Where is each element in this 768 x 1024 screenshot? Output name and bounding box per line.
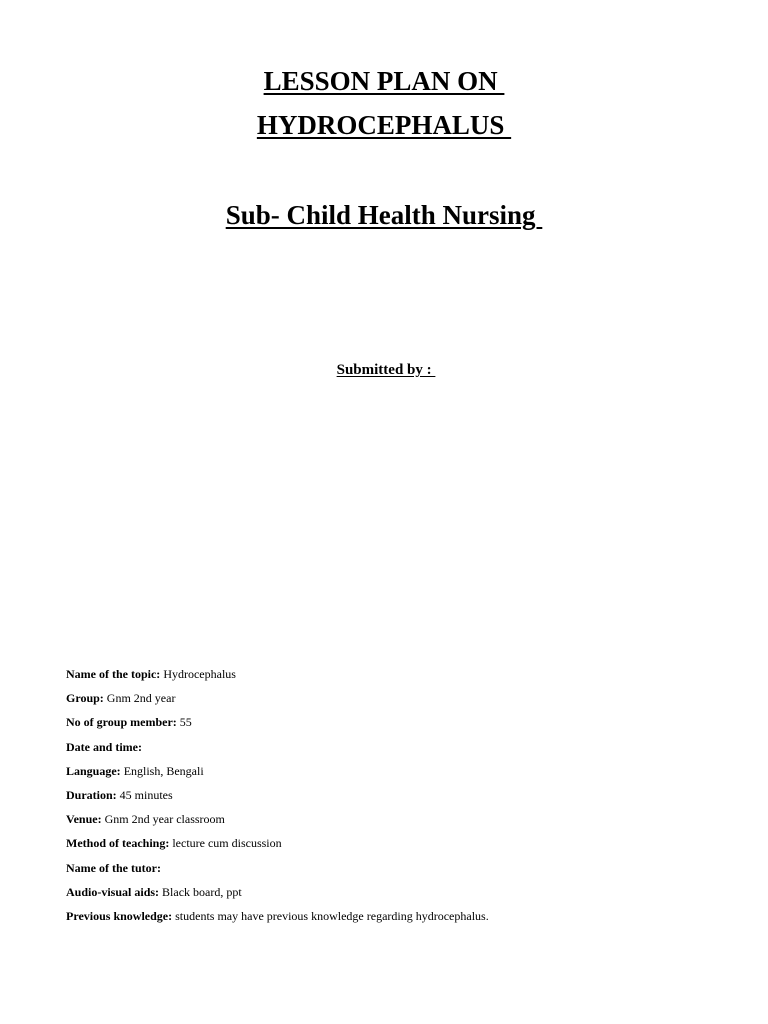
detail-label: Duration: xyxy=(66,787,117,802)
submitted-by-label: Submitted by : xyxy=(336,362,436,378)
detail-label: No of group member: xyxy=(66,715,177,730)
detail-value: Black board, ppt xyxy=(159,884,242,899)
detail-row-method xyxy=(66,835,746,859)
detail-label: Method of teaching: xyxy=(66,836,170,851)
detail-value: Hydrocephalus xyxy=(160,667,236,681)
detail-label: Previous knowledge: xyxy=(66,908,173,923)
detail-label: Audio-visual aids: xyxy=(66,884,160,899)
detail-label: Date and time: xyxy=(66,739,142,754)
detail-row-venue xyxy=(66,811,746,835)
detail-value: students may have previous knowledge regarding hydrocephalus. xyxy=(172,908,489,923)
detail-label: Name of the topic: xyxy=(66,667,161,681)
document-title-line-2: HYDROCEPHALUS xyxy=(256,110,512,140)
detail-value: 45 minutes xyxy=(116,787,173,802)
detail-value: Gnm 2nd year classroom xyxy=(101,812,225,827)
detail-value: 55 xyxy=(176,715,192,730)
detail-row-duration xyxy=(66,787,746,811)
detail-row-topic xyxy=(66,666,746,690)
detail-value: lecture cum discussion xyxy=(169,836,282,851)
detail-label: Name of the tutor: xyxy=(66,860,161,875)
detail-row-date-time xyxy=(66,739,746,763)
detail-row-tutor xyxy=(66,860,746,884)
document-title-line-1: LESSON PLAN ON xyxy=(263,66,505,96)
detail-label: Group: xyxy=(66,691,104,706)
detail-row-language xyxy=(66,763,746,787)
detail-value: Gnm 2nd year xyxy=(103,691,176,706)
detail-row-group-members xyxy=(66,714,746,738)
detail-label: Venue: xyxy=(66,812,102,827)
detail-label: Language: xyxy=(66,763,121,778)
detail-row-group xyxy=(66,690,746,714)
detail-row-av-aids xyxy=(66,884,746,908)
detail-row-previous-knowledge xyxy=(66,908,746,932)
detail-value: English, Bengali xyxy=(120,763,204,778)
subject-heading: Sub- Child Health Nursing xyxy=(225,200,543,230)
lesson-details-list xyxy=(66,666,746,932)
